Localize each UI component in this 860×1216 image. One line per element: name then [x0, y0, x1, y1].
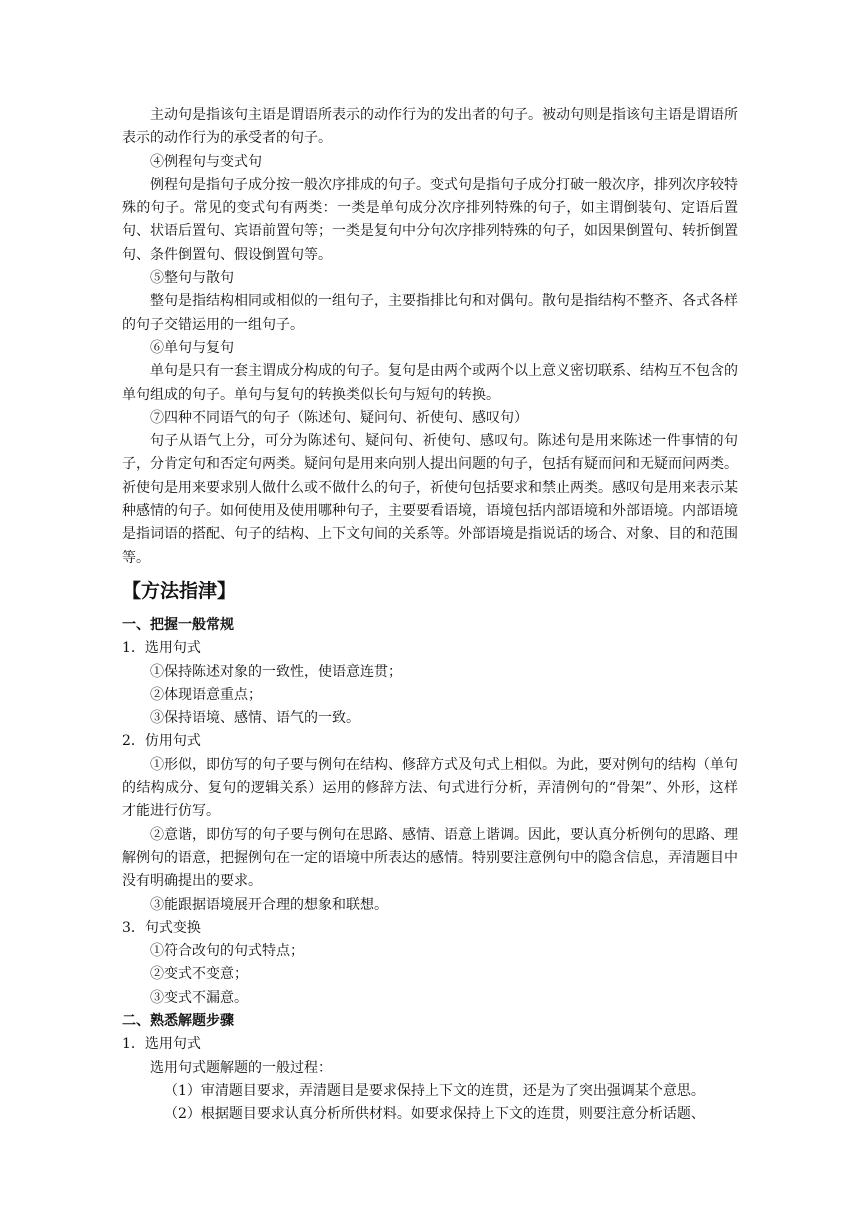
list-item: ①保持陈述对象的一致性，使语意连贯；	[150, 663, 402, 680]
part1-s2-title: 2．仿用句式	[122, 733, 201, 750]
heading-four-moods: ⑦四种不同语气的句子（陈述句、疑问句、祈使句、感叹句）	[150, 409, 528, 426]
part2-s1-title: 1．选用句式	[122, 1036, 201, 1053]
paragraph-step-2: （2）根据题目要求认真分析所供材料。如要求保持上下文的连贯，则要注意分析话题、	[164, 1106, 705, 1123]
paragraph-imitate-meaning: ②意谐，即仿写的句子要与例句在思路、感情、语意上谐调。因此，要认真分析例句的思路、理解例句的语意，把握例句在一定的语境中所表达的感情。特别要注意例句中的隐含信息，弄清题目中没有明确提出的要求。	[122, 826, 738, 890]
list-item: ②变式不变意；	[150, 966, 248, 983]
section-title-method: 【方法指津】	[122, 579, 237, 602]
list-item: ③变式不漏意。	[150, 989, 248, 1006]
paragraph-process-intro: 选用句式题解题的一般过程：	[150, 1059, 332, 1076]
heading-routine-variant: ④例程句与变式句	[150, 153, 262, 170]
paragraph-step-1: （1）审清题目要求，弄清题目是要求保持上下文的连贯，还是为了突出强调某个意思。	[164, 1082, 705, 1099]
paragraph-imitate-form: ①形似，即仿写的句子要与例句在结构、修辞方式及句式上相似。为此，要对例句的结构（单句的结构成分、复句的逻辑关系）运用的修辞方法、句式进行分析，弄清例句的“骨架”、外形，这样才能进行仿写。	[122, 756, 738, 820]
list-item: ②体现语意重点；	[150, 686, 262, 703]
list-item: ③保持语境、感情、语气的一致。	[150, 710, 360, 727]
paragraph-routine-variant: 例程句是指句子成分按一般次序排成的句子。变式句是指句子成分打破一般次序，排列次序较特殊的句子。常见的变式句有两类：一类是单句成分次序排列特殊的句子，如主谓倒装句、定语后置句、状语后置句、宾语前置句等；一类是复句中分句次序排列特殊的句子，如因果倒置句、转折倒置句、条件倒置句、假设倒置句等。	[122, 176, 738, 263]
document-body	[122, 104, 738, 1126]
paragraph-imitate-imagination: ③能跟据语境展开合理的想象和联想。	[150, 896, 388, 913]
list-item: ①符合改句的句式特点；	[150, 943, 304, 960]
heading-simple-compound: ⑥单句与复句	[150, 339, 234, 356]
heading-regular-loose: ⑤整句与散句	[150, 270, 234, 287]
paragraph-simple-compound: 单句是只有一套主谓成分构成的句子。复句是由两个或两个以上意义密切联系、结构互不包含的单句组成的句子。单句与复句的转换类似长句与短句的转换。	[122, 363, 738, 403]
paragraph-four-moods: 句子从语气上分，可分为陈述句、疑问句、祈使句、感叹句。陈述句是用来陈述一件事情的句子，分肯定句和否定句两类。疑问句是用来向别人提出问题的句子，包括有疑而问和无疑而问两类。祈使句是用来要求别人做什么或不做什么的句子，祈使句包括要求和禁止两类。感叹句是用来表示某种感情的句子。如何使用及使用哪种句子，主要要看语境，语境包括内部语境和外部语境。内部语境是指词语的搭配、句子的结构、上下文句间的关系等。外部语境是指说话的场合、对象、目的和范围等。	[122, 433, 738, 566]
part1-s3-title: 3．句式变换	[122, 919, 201, 936]
paragraph-active-passive: 主动句是指该句主语是谓语所表示的动作行为的发出者的句子。被动句则是指该句主语是谓语所表示的动作行为的承受者的句子。	[122, 107, 738, 147]
part1-title: 一、把握一般常规	[122, 616, 234, 633]
part1-s1-title: 1．选用句式	[122, 640, 201, 657]
part2-title: 二、熟悉解题步骤	[122, 1012, 234, 1029]
paragraph-regular-loose: 整句是指结构相同或相似的一组句子，主要指排比句和对偶句。散句是指结构不整齐、各式各样的句子交错运用的一组句子。	[122, 293, 738, 333]
